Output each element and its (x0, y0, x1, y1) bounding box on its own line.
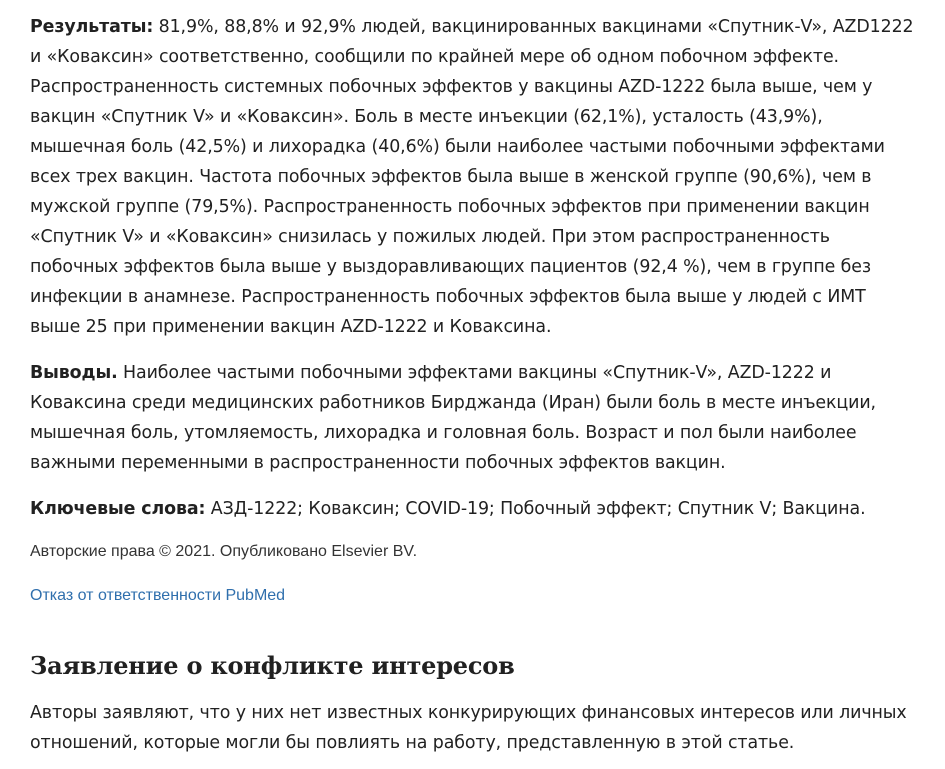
conclusions-label: Выводы. (30, 363, 118, 383)
results-paragraph (30, 12, 920, 342)
results-text: 81,9%, 88,8% и 92,9% людей, вакцинированных вакцинами «Спутник-V», AZD1222 и «Ковaксин» соответственно, сообщили по крайней мере об одном побочном эффекте. Распространенность системных побочных эффектов у вакцины AZD-1222 была выше, чем у вакцин «Спутник V» и «Ковaксин». Боль в месте инъекции (62,1%), усталость (43,9%), мышечная боль (42,5%) и лихорадка (40,6%) были наиболее частыми побочными эффектами всех трех вакцин. Частота побочных эффектов была выше в женской группе (90,6%), чем в мужской группе (79,5%). Распространенность побочных эффектов при применении вакцин «Спутник V» и «Ковaксин» снизилась у пожилых людей. При этом распространенность побочных эффектов была выше у выздоравливающих пациентов (92,4 %), чем в группе без инфекции в анамнезе. Распространенность побочных эффектов была выше у людей с ИМТ выше 25 при применении вакцин AZD-1222 и Ковaксина. (30, 17, 914, 337)
copyright-notice: Авторские права © 2021. Опубликовано Elsevier BV. (30, 543, 418, 560)
pubmed-disclaimer-link[interactable]: Отказ от ответственности PubMed (30, 587, 286, 604)
conclusions-text: Наиболее частыми побочными эффектами вакцины «Спутник-V», AZD-1222 и Ковaксина среди медицинских работников Бирджанда (Иран) были боль в месте инъекции, мышечная боль, утомляемость, лихорадка и головная боль. Возраст и пол были наиболее важными переменными в распространенности побочных эффектов вакцин. (30, 363, 876, 473)
keywords-paragraph (30, 494, 920, 524)
abstract-content (30, 12, 920, 758)
keywords-label: Ключевые слова: (30, 499, 206, 519)
conclusions-paragraph (30, 358, 920, 478)
results-label: Результаты: (30, 17, 154, 37)
keywords-text: АЗД-1222; Ковaксин; COVID-19; Побочный эффект; Спутник V; Вакцина. (205, 499, 866, 519)
conflict-of-interest-text: Авторы заявляют, что у них нет известных конкурирующих финансовых интересов или личных отношений, которые могли бы повлиять на работу, представленную в этой статье. (30, 703, 907, 753)
conflict-of-interest-heading: Заявление о конфликте интересов (30, 651, 515, 680)
